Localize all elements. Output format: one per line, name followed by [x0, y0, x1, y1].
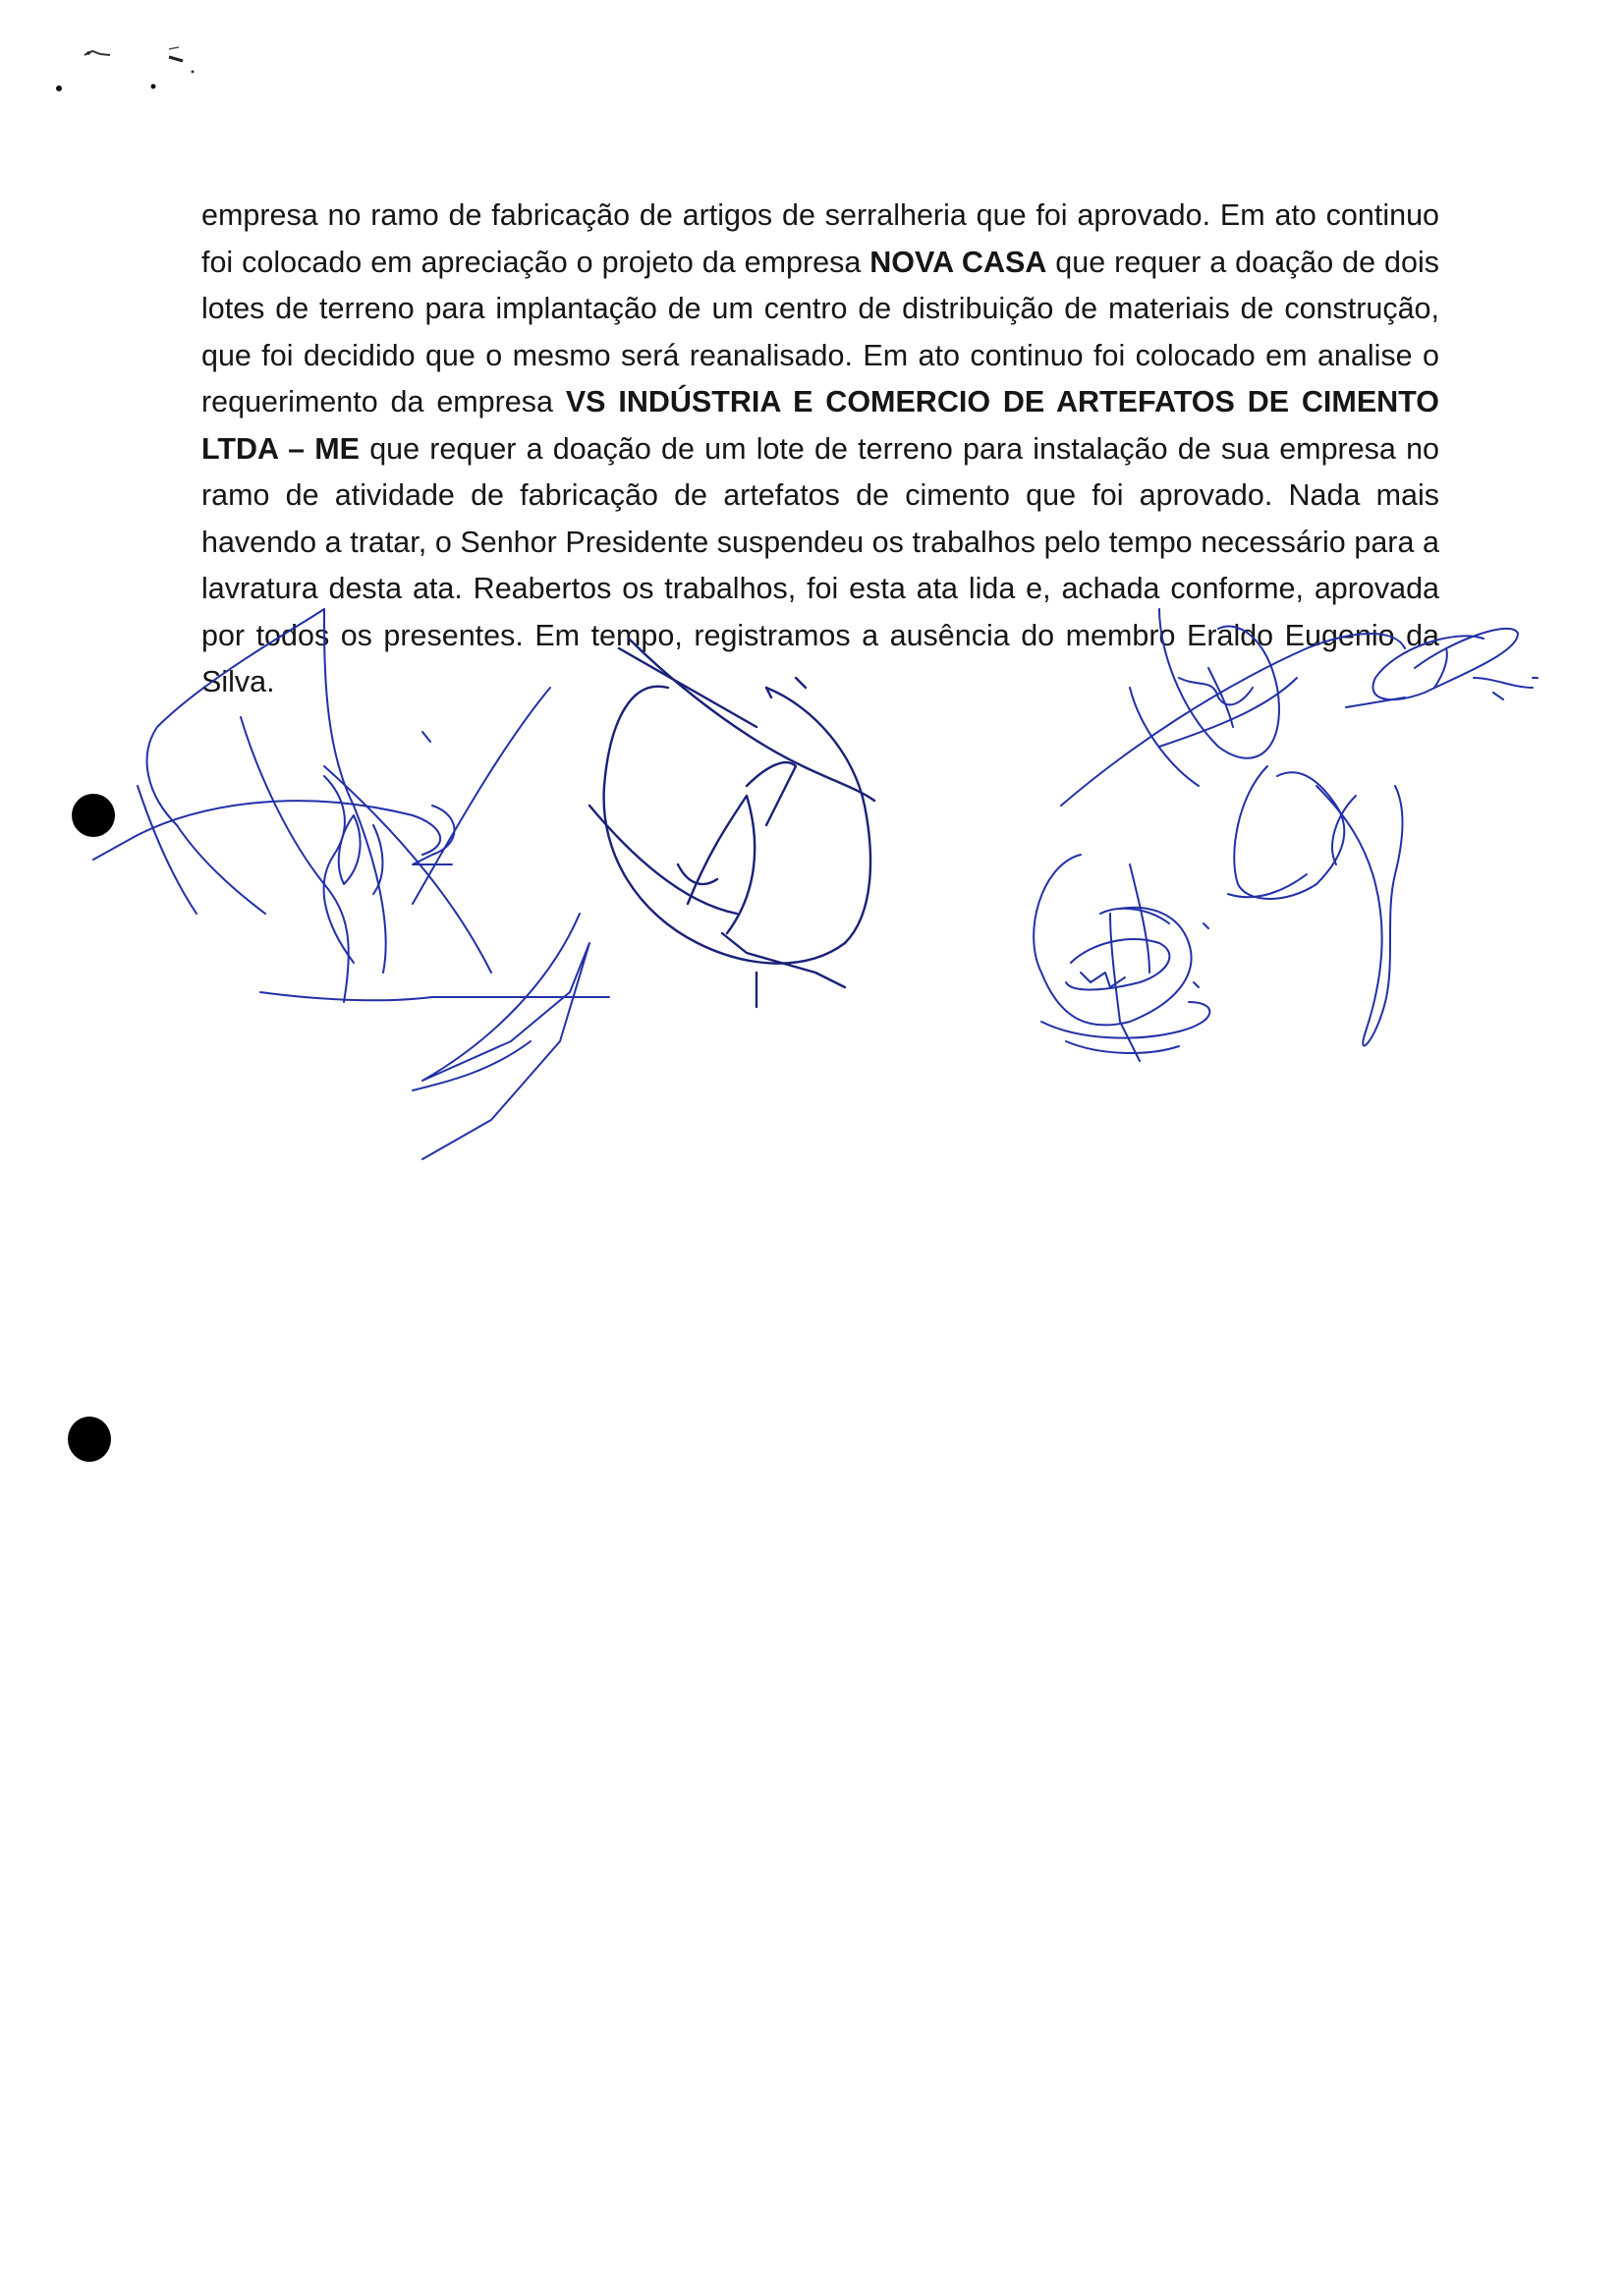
- paragraph-segment-3: que requer a doação de um lote de terreno para instalação de sua empresa no ramo de atividade de fabricação de artefatos de cimento que foi aprovado. Nada mais havendo a tratar, o Senhor Presidente suspendeu os trabalhos pelo tempo necessário para a lavratura desta ata. Reabertos os trabalhos, foi esta ata lida e, achada conforme, aprovada por todos os presentes. Em tempo, registramos a ausência do membro Eraldo Eugenio da Silva.: [201, 431, 1439, 698]
- company-name-vs-industria: VS INDÚSTRIA E COMERCIO DE ARTEFATOS DE CIMENTO LTDA – ME: [201, 385, 1439, 466]
- punch-hole-lower: [68, 1417, 111, 1462]
- paragraph-segment-2: que requer a doação de dois lotes de terreno para implantação de um centro de distribuição de materiais de construção, que foi decidido que o mesmo será reanalisado. Em ato continuo foi colocado em analise o requerimento da empresa: [201, 245, 1439, 418]
- company-name-nova-casa: NOVA CASA: [869, 245, 1047, 279]
- punch-hole-upper: [72, 794, 115, 837]
- scan-specks: [0, 0, 216, 108]
- paragraph-segment-1: empresa no ramo de fabricação de artigos de serralheria que foi aprovado. Em ato continuo foi colocado em apreciação o projeto da empresa: [201, 198, 1439, 279]
- minutes-paragraph: [201, 193, 1439, 706]
